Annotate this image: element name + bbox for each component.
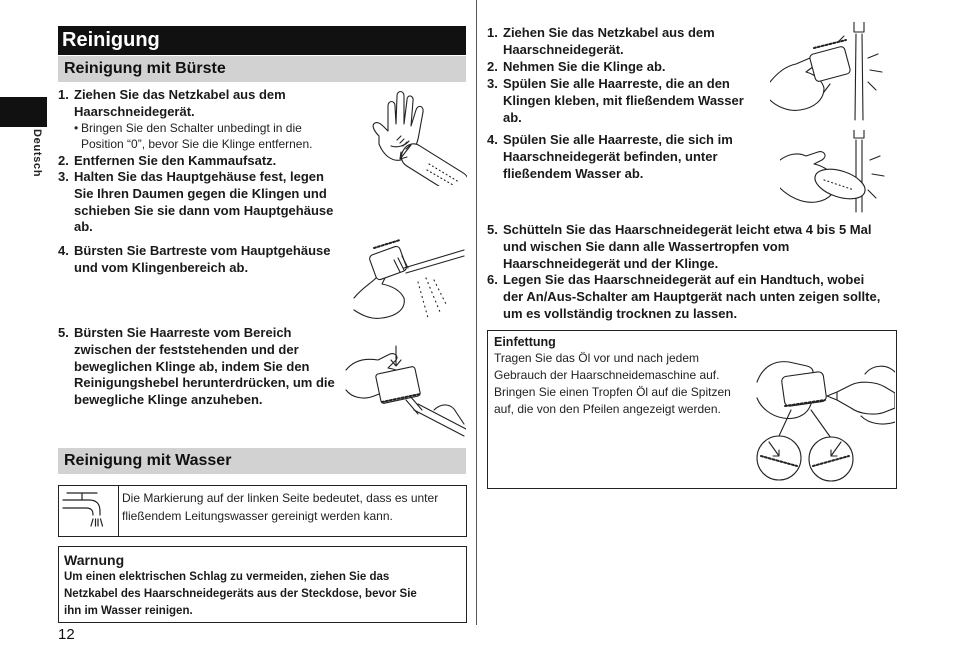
step-text: Legen Sie das Haarschneidegerät auf ein Handtuch, wobei der An/Aus-Schalter am Hauptgerät nach unten zeigen sollte, um es vollständig trocknen zu lassen. — [503, 272, 881, 321]
step-text: Ziehen Sie das Netzkabel aus dem Haarschneidegerät. — [503, 25, 715, 57]
step-number: 3. — [58, 169, 69, 184]
brush-step-4 — [58, 243, 353, 277]
tap-outlet — [854, 22, 864, 32]
brush-step-5 — [58, 325, 353, 409]
step-number: 1. — [487, 25, 498, 40]
side-tab-label: Deutsch — [31, 129, 43, 178]
warning-box — [58, 546, 467, 623]
trimmer-head — [809, 46, 851, 82]
step-text: Spülen Sie alle Haarreste, die sich im Haarschneidegerät befinden, unter fließendem Wasser ab. — [503, 132, 733, 181]
step-text: Ziehen Sie das Netzkabel aus dem Haarschneidegerät. — [74, 87, 286, 119]
warning-text: Um einen elektrischen Schlag zu vermeiden, ziehen Sie das Netzkabel des Haarschneidegeräts aus der Steckdose, bevor Sie ihn im Wasser reinigen. — [64, 571, 417, 617]
detail-inset-left — [757, 436, 801, 480]
water-symbol-info-box — [58, 485, 467, 537]
step-number: 2. — [58, 153, 69, 168]
step-text: Bürsten Sie Haarreste vom Bereich zwischen der feststehenden und der beweglichen Klinge ab, indem Sie den Reinigungshebel herunterdrücken, um die bewegliche Klinge anzuheben. — [74, 325, 335, 408]
illustration-rinse-body — [780, 130, 890, 214]
section-heading-brush — [58, 56, 466, 82]
lubrication-text: Tragen Sie das Öl vor und nach jedem Gebrauch der Haarschneidemaschine auf. Bringen Sie einen Tropfen Öl auf die Spitzen auf, die von den Pfeilen angezeigt werden. — [494, 351, 731, 416]
falling-debris — [418, 278, 446, 318]
illustration-brush-head — [352, 238, 466, 320]
page-title: Reinigung — [62, 29, 160, 51]
water-drops — [91, 519, 103, 526]
trimmer-body — [811, 164, 868, 205]
brush-step-2 — [58, 153, 358, 170]
brush-step-1-note — [74, 120, 364, 153]
warning-title: Warnung — [64, 552, 125, 568]
water-step-5 — [487, 222, 899, 272]
tap-outlet — [854, 130, 864, 138]
water-symbol-cell — [59, 486, 119, 536]
step-number: 3. — [487, 76, 498, 91]
page-title-bar — [58, 26, 466, 55]
leader-lines — [779, 410, 831, 438]
lubrication-title: Einfettung — [494, 335, 556, 349]
section-heading-water — [58, 448, 466, 474]
water-stream — [855, 34, 863, 120]
step-number: 4. — [58, 243, 69, 258]
water-splashes — [868, 156, 884, 198]
illustration-oil-blade — [755, 352, 895, 482]
water-stream — [856, 140, 862, 212]
step-number: 5. — [58, 325, 69, 340]
section-heading-water-text: Reinigung mit Wasser — [64, 452, 232, 469]
brush-step-1 — [58, 87, 358, 121]
detail-inset-right — [809, 437, 853, 481]
step-number: 4. — [487, 132, 498, 147]
page-number: 12 — [58, 626, 75, 643]
water-step-2 — [487, 59, 762, 76]
step-text: Halten Sie das Hauptgehäuse fest, legen Sie Ihren Daumen gegen die Klingen und schieben Sie sie dann vom Hauptgehäuse ab. — [74, 169, 334, 235]
brush-handle — [414, 404, 466, 436]
water-step-1 — [487, 25, 762, 59]
step-number: 2. — [487, 59, 498, 74]
bullet: • — [74, 121, 79, 135]
step-number: 5. — [487, 222, 498, 237]
illustration-remove-blade — [367, 88, 467, 186]
water-step-4 — [487, 132, 767, 182]
step-number: 1. — [58, 87, 69, 102]
running-water-tap-icon — [59, 486, 118, 536]
step-text: Spülen Sie alle Haarreste, die an den Klingen kleben, mit fließendem Wasser ab. — [503, 76, 744, 125]
side-tab-marker — [0, 97, 47, 127]
step-text: Entfernen Sie den Kammaufsatz. — [74, 153, 277, 168]
brush-step-3 — [58, 169, 358, 236]
water-symbol-description: Die Markierung auf der linken Seite bedeutet, dass es unter fließendem Leitungswasser gereinigt werden kann. — [122, 491, 439, 523]
step-number: 6. — [487, 272, 498, 287]
step-text: Schütteln Sie das Haarschneidegerät leicht etwa 4 bis 5 Mal und wischen Sie dann alle Wassertropfen vom Haarschneidegerät und der Klinge. — [503, 222, 872, 271]
tap-spout — [63, 500, 100, 515]
note-text: Bringen Sie den Schalter unbedingt in die Position “0”, bevor Sie die Klinge entfernen. — [81, 121, 313, 152]
oil-nozzle — [827, 392, 837, 400]
illustration-rinse-blade — [770, 22, 890, 122]
column-divider — [476, 0, 477, 625]
brush-handle — [404, 250, 464, 273]
trimmer-head — [369, 245, 408, 280]
oil-bottle — [837, 382, 895, 414]
step-text: Bürsten Sie Bartreste vom Hauptgehäuse und vom Klingenbereich ab. — [74, 243, 331, 275]
water-step-6 — [487, 272, 899, 322]
step-text: Nehmen Sie die Klinge ab. — [503, 59, 666, 74]
section-heading-brush-text: Reinigung mit Bürste — [64, 60, 226, 77]
tap-handle — [67, 493, 97, 500]
illustration-cleaning-lever — [344, 330, 466, 438]
water-step-3 — [487, 76, 767, 126]
